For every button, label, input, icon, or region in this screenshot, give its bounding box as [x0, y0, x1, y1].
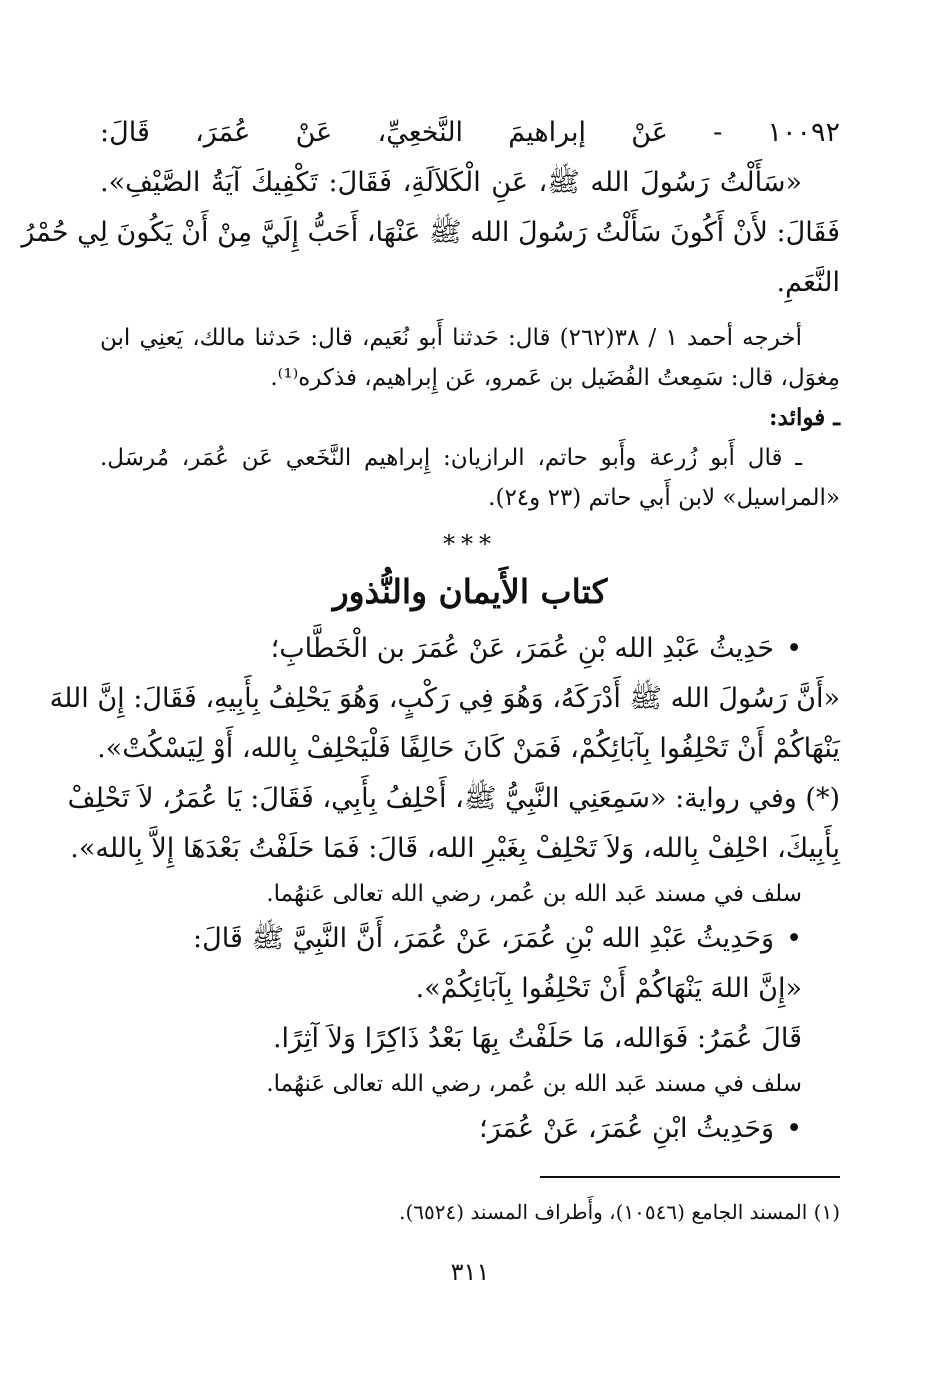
hadith-text-line: فَقَالَ: لأَنْ أَكُونَ سَأَلْتُ رَسُولَ الله ﷺ عَنْهَا، أَحَبُّ إِلَيَّ مِنْ أَنْ يَكُونَ لِي حُمْرُ [21, 217, 840, 248]
cross-reference: سلف في مسند عَبد الله بن عُمر، رضي الله تعالى عَنهُما. [266, 881, 802, 907]
chapter-title: كتاب الأَيمان والنُّذور [332, 572, 608, 611]
section-heading: وَحَدِيثُ ابْنِ عُمَرَ، عَنْ عُمَرَ؛ [479, 1113, 775, 1144]
hadith-block [21, 108, 840, 308]
bullet-icon: • [786, 1113, 802, 1144]
section-separator: *** [443, 530, 497, 558]
takhrij-block [100, 318, 840, 398]
hadith-text-line: قَالَ عُمَرُ: فَوَالله، مَا حَلَفْتُ بِهَا بَعْدُ ذَاكِرًا وَلاَ آثِرًا. [272, 1023, 802, 1054]
hadith-text-line: «سَأَلْتُ رَسُولَ الله ﷺ، عَنِ الْكَلاَلَةِ، فَقَالَ: تَكْفِيكَ آيَةُ الصَّيْفِ». [100, 167, 802, 198]
section-heading: وَحَدِيثُ عَبْدِ الله بْنِ عُمَرَ، عَنْ عُمَرَ، أَنَّ النَّبِيَّ ﷺ قَالَ: [193, 923, 775, 954]
hadith-text-line: يَنْهَاكُمْ أَنْ تَحْلِفُوا بِآبَائِكُمْ، فَمَنْ كَانَ حَالِفًا فَلْيَحْلِفْ بِالله، أَوْ لِيَسْكُتْ». [97, 733, 840, 764]
page-number: ٣١١ [450, 1258, 490, 1286]
hadith-text-line: «أَنَّ رَسُولَ الله ﷺ أَدْرَكَهُ، وَهُوَ فِي رَكْبٍ، وَهُوَ يَحْلِفُ بِأَبِيهِ، فَقَالَ: إِنَّ اللهَ [49, 683, 840, 714]
hadith-text-line: النَّعَمِ. [776, 267, 840, 298]
footnote: (١) المسند الجامع (١٠٥٤٦)، وأَطراف المسند (٦٥٢٤). [399, 1200, 840, 1224]
section-nabi-hadith [100, 914, 840, 1104]
takhrij-line: أخرجه أحمد ١ / ٣٨(٢٦٢) قال: حَدثنا أَبو نُعَيم، قال: حَدثنا مالك، يَعنِي ابن [100, 325, 802, 351]
section-ibn-umar [100, 1104, 840, 1154]
fawaid-block [100, 398, 840, 518]
hadith-header: ١٠٠٩٢ - عَنْ إبراهيمَ النَّخعِيِّ، عَنْ عُمَرَ، قَالَ: [100, 117, 840, 148]
bullet-icon: • [786, 923, 802, 954]
takhrij-line: مِغوَل، قال: سَمِعتُ الفُضَيل بن عَمرو، عَن إِبراهيم، فذكره⁽¹⁾. [270, 365, 840, 391]
fawaid-line: «المراسيل» لابن أَبي حاتم (٢٣ و٢٤). [488, 485, 840, 511]
riwaya-line: (*) وفي رواية: «سَمِعَنِي النَّبِيُّ ﷺ، أَحْلِفُ بِأَبِي، فَقَالَ: يَا عُمَرُ، لاَ تَحْلِفْ [67, 783, 840, 814]
fawaid-line: ـ قال أَبو زُرعة وأَبو حاتم، الرازيان: إِبراهيم النَّخَعي عَن عُمَر، مُرسَل. [100, 445, 802, 471]
cross-reference: سلف في مسند عَبد الله بن عُمر، رضي الله تعالى عَنهُما. [266, 1071, 802, 1097]
hadith-text-line: «إِنَّ اللهَ يَنْهَاكُمْ أَنْ تَحْلِفُوا بِآبَائِكُمْ». [415, 973, 802, 1004]
bullet-icon: • [786, 633, 802, 664]
footnote-divider [540, 1176, 840, 1178]
section-heading: حَدِيثُ عَبْدِ الله بْنِ عُمَرَ، عَنْ عُمَرَ بن الْخَطَّابِ؛ [270, 633, 775, 664]
section-ibn-umar-khattab [49, 624, 840, 914]
fawaid-heading: ـ فوائد: [769, 404, 840, 431]
riwaya-line: بِأَبِيكَ، احْلِفْ بِالله، وَلاَ تَحْلِفْ بِغَيْرِ الله، قَالَ: فَمَا حَلَفْتُ بَعْدَهَا إِلاَّ بِالله». [70, 833, 840, 864]
